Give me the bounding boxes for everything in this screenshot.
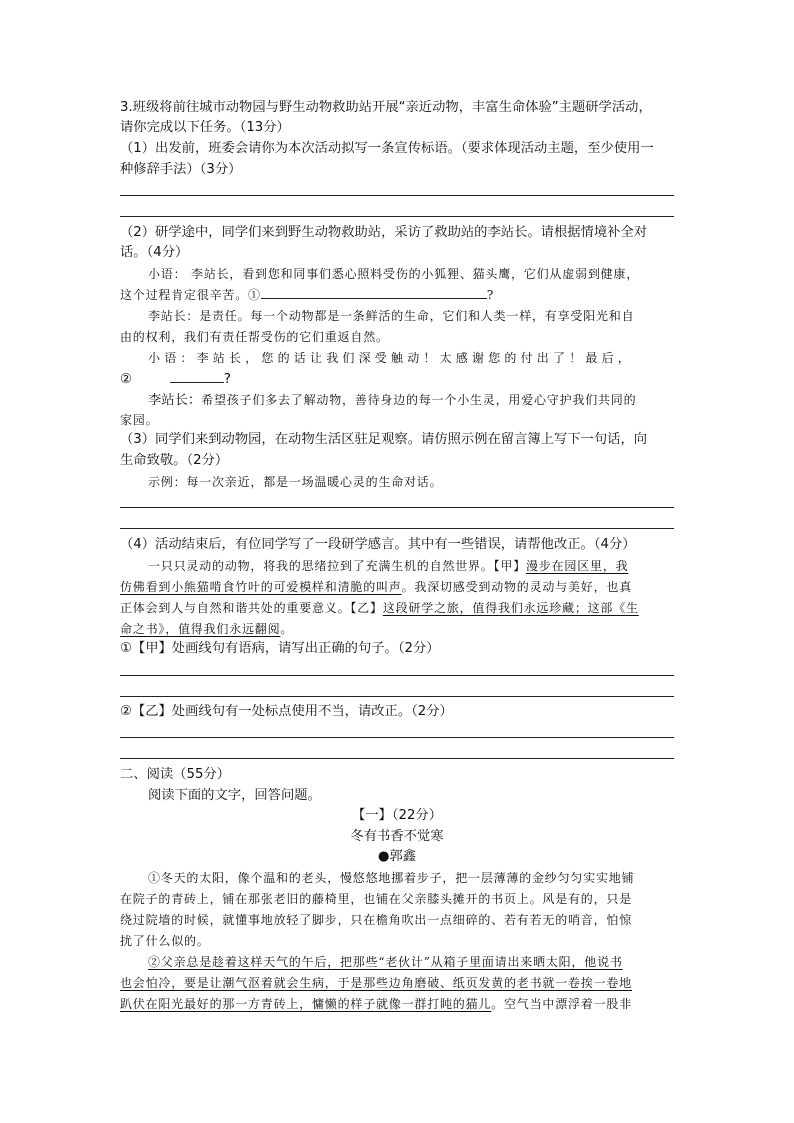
paragraph-1-line4: 扰了什么似的。 [120,934,210,948]
dialog-xiaoyu-2-line2 [120,369,231,390]
q3-sub1-line1: （1）出发前，班委会请你为本次活动拟写一条宣传标语。（要求体现活动主题，至少使用一 [120,141,654,156]
passage-line1 [148,556,628,576]
underlined-sentence-jia: 漫步在园区里，我 [526,559,629,573]
dialog-xiaoyu-1-line2 [120,285,494,305]
paragraph-2-line3 [120,994,632,1014]
passage-text: 。我深切感受到动物的灵动与美好，也真 [401,580,633,594]
underlined-sentence-jia: 仿佛看到小熊猫啃食竹叶的可爱模样和清脆的叫声 [120,580,402,594]
q3-stem-line2: 请你完成以下任务。（13分） [120,120,290,135]
q3-sub3-line1: （3）同学们来到动物园，在动物生活区驻足观察。请仿照示例在留言簿上写下一句话，向 [120,432,648,447]
answer-line[interactable] [120,696,674,697]
answer-line[interactable] [120,737,674,738]
paragraph-1-line1: ①冬天的太阳，像个温和的老头，慢悠悠地挪着步子，把一层薄薄的金纱匀匀实实地铺 [148,871,635,885]
q3-stem-line1: 3.班级将前往城市动物园与野生动物救助站开展“亲近动物，丰富生命体验”主题研学活动， [120,100,652,115]
blank-1[interactable] [261,285,487,299]
underlined-sentence: ②父亲总是趁着这样天气的午后，把那些“老伙计”从箱子里面请出来晒太阳，他说书 [148,955,623,969]
part-label: 【一】（22分） [351,808,443,823]
speaker-label: 李站长： [148,393,202,408]
section-heading: 二、阅读（55分） [120,767,230,782]
dialog-li-2-line1 [148,390,636,411]
paragraph-2-line1 [148,952,623,972]
paragraph-2-line2 [120,973,632,993]
q3-4-2-prompt: ②【乙】处画线句有一处标点使用不当，请改正。（2分） [120,704,453,719]
q3-sub3-line2: 生命致敬。（2分） [120,453,229,468]
answer-line[interactable] [120,758,674,759]
underlined-sentence: 趴伏在阳光最好的那一方青砖上，慵懒的样子就像一群打盹的猫儿 [120,997,492,1011]
question-mark: ? [486,288,495,302]
q3-sub1-line2: 种修辞手法）（3分） [120,162,242,177]
passage-text: 。 [280,622,294,636]
paragraph-1-line3: 绕过院墙的时候，就懂事地放轻了脚步，只在檐角吹出一点细碎的、若有若无的哨音，怕惊 [120,913,633,927]
article-author: ●郭鑫 [377,849,417,864]
blank-2[interactable] [170,369,224,383]
q3-sub2-line2: 话。（4分） [120,245,189,260]
passage-line4 [120,619,293,639]
passage-line3 [120,598,639,618]
answer-line[interactable] [120,528,674,529]
q3-sub2-line1: （2）研学途中，同学们来到野生动物救助站，采访了救助站的李站长。请根据情境补全对 [120,225,648,240]
answer-line[interactable] [120,216,674,217]
passage-text: 正体会到人与自然和谐共处的重要意义。【乙】 [120,601,383,615]
question-mark: ? [223,372,231,387]
passage-line2 [120,577,632,597]
answer-line[interactable] [120,195,674,196]
answer-line[interactable] [120,507,674,508]
underlined-sentence-yi: 这段研学之旅，值得我们永远珍藏；这部《生 [382,601,639,615]
dialog-li-2-text: 希望孩子们多去了解动物，善待身边的每一个小生灵，用爱心守护我们共同的 [201,393,637,407]
q3-4-1-prompt: ①【甲】处画线句有语病，请写出正确的句子。（2分） [120,641,440,656]
paragraph-1-line2: 在院子的青砖上，铺在那张老旧的藤椅里，也铺在父亲膝头摊开的书页上。风是有的，只是 [120,892,633,906]
article-title: 冬有书香不觉寒 [350,829,444,844]
dialog-li-1-line2: 由的权利，我们有责任帮受伤的它们重返自然。 [120,330,389,344]
answer-line[interactable] [120,675,674,676]
q3-sub4-line1: （4）活动结束后，有位同学写了一段研学感言。其中有一些错误，请帮他改正。（4分） [120,537,636,552]
reading-instruction: 阅读下面的文字，回答问题。 [148,788,321,803]
example-sentence: 示例：每一次亲近，都是一场温暖心灵的生命对话。 [148,475,443,489]
underlined-sentence: 也会怕冷，要是让潮气沤着就会生病，于是那些边角磨破、纸页发黄的老书就一卷挨一卷地 [120,976,633,990]
passage-text: 一只只灵动的动物，将我的思绪拉到了充满生机的自然世界。【甲】 [148,559,527,573]
dialog-xiaoyu-1-line1: 小语： 李站长，看到您和同事们悉心照料受伤的小狐狸、猫头鹰，它们从虚弱到健康， [148,267,640,281]
dialog-xiaoyu-1-text: 这个过程肯定很辛苦。① [120,288,261,302]
circle-number-2: ② [120,372,132,387]
paragraph-text: 。空气当中漂浮着一股非 [491,997,633,1011]
underlined-sentence-yi: 命之书》，值得我们永远翻阅 [120,622,281,636]
dialog-li-1-line1: 李站长：是责任。每一个动物都是一条鲜活的生命，它们和人类一样，有享受阳光和自 [148,309,635,323]
dialog-li-2-line2: 家园。 [120,413,159,427]
dialog-xiaoyu-2-line1: 小语：李站长，您的话让我们深受触动！太感谢您的付出了！最后， [148,351,635,365]
